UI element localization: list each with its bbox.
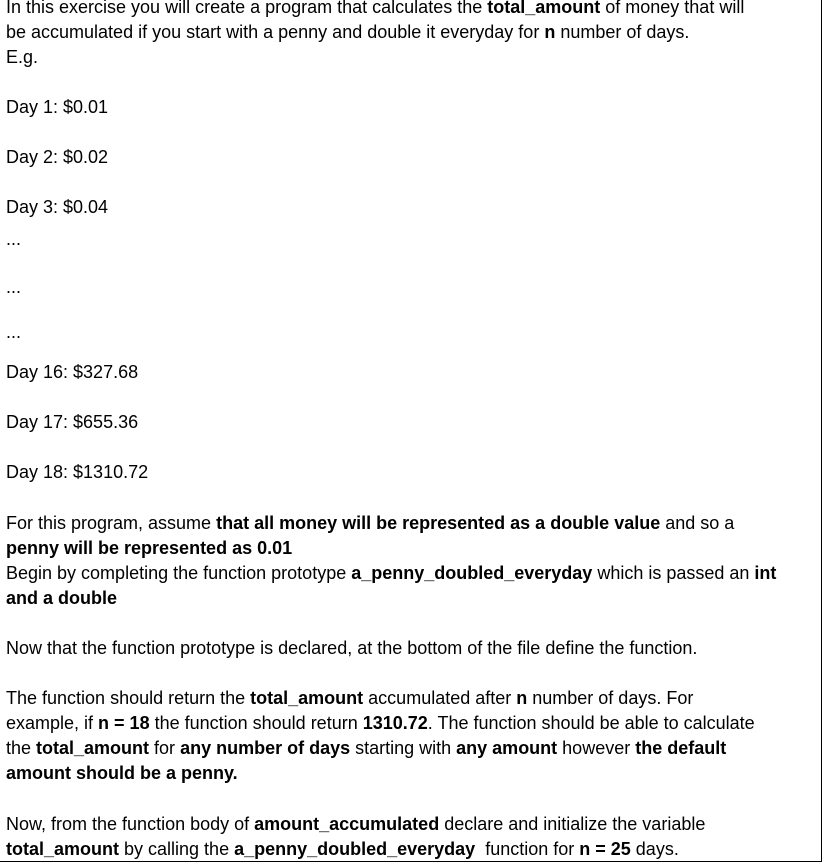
para3: Now that the function prototype is declared, at the bottom of the file define the function.: [6, 638, 698, 658]
intro-text: number of days.: [555, 22, 690, 42]
para-text: Now, from the function body of: [6, 814, 255, 834]
para-text: for: [149, 738, 181, 758]
ellipsis: ...: [6, 277, 22, 297]
para-text: The function should return the: [6, 688, 251, 708]
para5-line-2: [6, 837, 679, 862]
para-bold: n = 18: [98, 713, 150, 733]
para-bold: the default: [635, 738, 727, 758]
para-text: number of days. For: [527, 688, 694, 708]
para-bold: int: [754, 563, 777, 583]
para4-line-4: amount should be a penny.: [6, 763, 238, 783]
ellipsis: ...: [6, 322, 22, 342]
para4-line-2: [6, 711, 755, 736]
day-entry: Day 18: $1310.72: [6, 462, 149, 482]
para1-line-1: [6, 511, 734, 536]
para-bold: any amount: [456, 738, 558, 758]
para-text: example, if: [6, 713, 99, 733]
para-text: declare and initialize the variable: [439, 814, 706, 834]
day-entry: Day 2: $0.02: [6, 147, 109, 167]
intro-line-2: [6, 20, 689, 45]
para-text: however: [557, 738, 636, 758]
para-bold: total_amount: [36, 738, 150, 758]
para-text: . The function should be able to calculate: [427, 713, 755, 733]
para-bold: n: [516, 688, 528, 708]
para-text: the function should return: [149, 713, 363, 733]
day-entry: Day 1: $0.01: [6, 97, 109, 117]
intro-line-1: [6, 0, 744, 20]
para-text: Begin by completing the function prototype: [6, 563, 352, 583]
para5-line-1: [6, 812, 705, 837]
para-text: which is passed an: [592, 563, 755, 583]
function-name: a_penny_doubled_everyday: [234, 839, 476, 859]
para-text: the: [6, 738, 37, 758]
intro-bold-n: n: [544, 22, 556, 42]
para2-line-2: and a double: [6, 588, 118, 608]
para-text: days.: [630, 839, 679, 859]
function-name: amount_accumulated: [254, 814, 440, 834]
para2-line-1: [6, 561, 776, 586]
para-bold: total_amount: [250, 688, 364, 708]
para-text: starting with: [350, 738, 457, 758]
para-text: by calling the: [119, 839, 235, 859]
intro-bold-total-amount: total_amount: [487, 0, 601, 17]
exercise-document: [6, 0, 821, 862]
day-entry: Day 16: $327.68: [6, 362, 139, 382]
intro-text: In this exercise you will create a program that calculates the: [6, 0, 488, 17]
ellipsis: ...: [6, 229, 22, 249]
day-entry: Day 17: $655.36: [6, 412, 139, 432]
intro-text: of money that will: [600, 0, 745, 17]
para-bold: total_amount: [6, 839, 120, 859]
para-bold: n = 25: [579, 839, 631, 859]
function-name: a_penny_doubled_everyday: [351, 563, 593, 583]
frame-border-bottom: [0, 861, 822, 862]
para4-line-1: [6, 686, 693, 711]
para-text: For this program, assume: [6, 513, 217, 533]
para4-line-3: [6, 736, 726, 761]
para-text: accumulated after: [363, 688, 517, 708]
frame-border-right: [821, 0, 822, 862]
para-text: function for: [475, 839, 580, 859]
intro-text: be accumulated if you start with a penny and double it everyday for: [6, 22, 545, 42]
example-label: E.g.: [6, 47, 39, 67]
para-bold: that all money will be represented as a double value: [216, 513, 661, 533]
para-bold: any number of days: [180, 738, 351, 758]
para-text: and so a: [660, 513, 735, 533]
para1-line-2: penny will be represented as 0.01: [6, 538, 293, 558]
day-entry: Day 3: $0.04: [6, 197, 109, 217]
para-bold: 1310.72: [362, 713, 428, 733]
